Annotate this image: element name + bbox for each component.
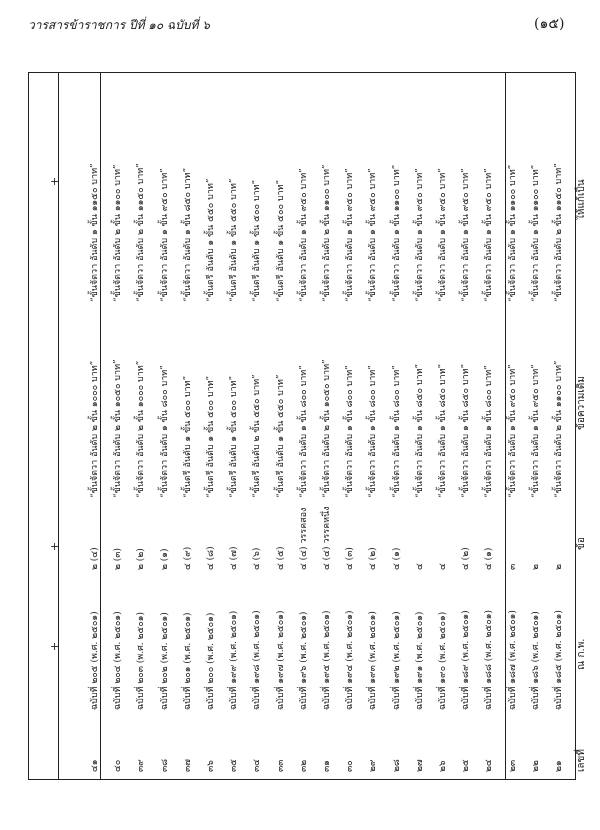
original-text-cell: “ขั้นจัตวา อันดับ ๑ ขั้น ๙๕๐ บาท” — [507, 364, 518, 498]
clause-cell: ๔ (๒) — [461, 547, 472, 570]
issue-cell: ฉบับที่ ๒๐๐ (พ.ศ. ๒๕๐๑) — [206, 612, 216, 710]
clause-cell: ๔ (๒) — [368, 547, 379, 570]
table-row — [107, 72, 130, 780]
row-number: ๓๖ — [206, 760, 216, 772]
corrected-text-cell: “ขั้นจัตวา อันดับ ๑ ขั้น ๑๑๐๐ บาท” — [391, 164, 402, 302]
row-number: ๒๖ — [438, 760, 448, 772]
clause-cell: ๔ (๗) — [229, 546, 240, 570]
row-number: ๔๐ — [113, 759, 124, 772]
clause-cell: ๔ (๔) วรรคหนึ่ง — [322, 506, 332, 570]
table-row — [432, 72, 455, 780]
issue-cell: ฉบับที่ ๑๙๐ (พ.ศ. ๒๕๐๑) — [438, 611, 448, 710]
table-row — [362, 72, 385, 780]
original-text-cell: “ขั้นตรี อันดับ ๑ ขั้น ๕๕๐ บาท” — [275, 374, 286, 498]
table-row — [548, 72, 571, 780]
corrected-text-cell: “ขั้นจัตวา อันดับ ๑ ขั้น ๑๑๕๐ บาท” — [90, 163, 100, 302]
issue-cell: ฉบับที่ ๑๙๔ (พ.ศ. ๒๕๐๑) — [345, 610, 356, 710]
table-row — [455, 72, 478, 780]
clause-cell: ๒ — [554, 564, 564, 570]
table-row — [270, 72, 293, 780]
row-number: ๓๔ — [252, 759, 263, 772]
original-text-cell: “ขั้นจัตวา อันดับ ๑ ขั้น ๘๐๐ บาท” — [484, 365, 495, 498]
clause-cell: ๓ — [507, 563, 518, 570]
table-row — [478, 72, 501, 780]
corrected-text-cell: “ขั้นจัตวา อันดับ ๑ ขั้น ๙๕๐ บาท” — [438, 168, 448, 302]
issue-cell: ฉบับที่ ๑๙๓ (พ.ศ. ๒๕๐๑) — [368, 611, 379, 710]
header-clause: ข้อ — [576, 537, 587, 550]
corrected-text-cell: “ขั้นตรี อันดับ ๑ ขั้น ๕๐๐ บาท” — [252, 179, 263, 302]
original-text-cell: “ขั้นจัตวา อันดับ ๑ ขั้น ๘๐๐ บาท” — [159, 365, 170, 498]
column-marker: + — [50, 640, 60, 653]
original-text-cell: “ขั้นจัตวา อันดับ ๑ ขั้น ๘๐๐ บาท” — [298, 365, 309, 498]
issue-cell: ฉบับที่ ๑๘๘ (พ.ศ. ๒๕๐๑) — [484, 609, 495, 710]
original-text-cell: “ขั้นตรี อันดับ ๑ ขั้น ๕๐๐ บาท” — [182, 375, 193, 498]
clause-cell: ๒ (๓) — [113, 548, 124, 570]
clause-cell: ๒ (๔) — [90, 547, 100, 570]
original-text-cell: “ขั้นจัตวา อันดับ ๒ ขั้น ๑๑๐๐ บาท” — [554, 360, 564, 498]
clause-cell: ๔ (๙) — [182, 546, 193, 570]
clause-cell: ๔ (๑) — [391, 547, 402, 570]
clause-cell: ๔ — [438, 563, 448, 570]
corrected-text-cell: “ขั้นตรี อันดับ ๑ ขั้น ๕๕๐ บาท” — [206, 178, 216, 302]
issue-cell: ฉบับที่ ๒๐๓ (พ.ศ. ๒๕๐๑) — [136, 612, 147, 710]
corrected-text-cell: “ขั้นจัตวา อันดับ ๑ ขั้น ๑๑๐๐ บาท” — [530, 164, 541, 302]
header-issue: ณ ก.พ. — [576, 638, 587, 670]
row-number: ๒๙ — [368, 759, 379, 772]
original-text-cell: “ขั้นจัตวา อันดับ ๑ ขั้น ๘๕๐ บาท” — [414, 363, 425, 498]
original-text-cell: “ขั้นจัตวา อันดับ ๒ ขั้น ๑๐๕๐ บาท” — [322, 359, 332, 498]
issue-cell: ฉบับที่ ๑๙๕ (พ.ศ. ๒๕๐๑) — [322, 610, 332, 710]
table-row — [386, 72, 409, 780]
header-original-text: ข้อความเดิม — [576, 376, 587, 430]
page-number: (๑๕) — [534, 16, 565, 32]
header-title: วารสารข้าราชการ ปีที่ ๑๐ ฉบับที่ ๖ — [28, 18, 210, 32]
issue-cell: ฉบับที่ ๑๙๖ (พ.ศ. ๒๕๐๑) — [298, 611, 309, 710]
corrected-text-cell: “ขั้นจัตวา อันดับ ๑ ขั้น ๑๑๐๐ บาท” — [507, 164, 518, 302]
corrected-text-cell: “ขั้นจัตวา อันดับ ๑ ขั้น ๙๕๐ บาท” — [298, 168, 309, 302]
table-row — [339, 72, 362, 780]
table-row — [223, 72, 246, 780]
table-row — [130, 72, 153, 780]
issue-cell: ฉบับที่ ๑๙๑ (พ.ศ. ๒๕๐๑) — [414, 611, 425, 710]
issue-cell: ฉบับที่ ๑๘๖ (พ.ศ. ๒๕๐๑) — [530, 611, 541, 710]
table-row — [525, 72, 548, 780]
issue-cell: ฉบับที่ ๑๘๗ (พ.ศ. ๒๕๐๑) — [507, 610, 518, 710]
corrected-text-cell: “ขั้นจัตวา อันดับ ๑ ขั้น ๘๕๐ บาท” — [182, 167, 193, 302]
header-number: เลขที่ — [576, 749, 587, 772]
row-number: ๓๕ — [229, 759, 240, 772]
original-text-cell: “ขั้นจัตวา อันดับ ๑ ขั้น ๘๐๐ บาท” — [391, 365, 402, 498]
original-text-cell: “ขั้นจัตวา อันดับ ๒ ขั้น ๑๐๕๐ บาท” — [113, 359, 124, 498]
issue-cell: ฉบับที่ ๒๐๒ (พ.ศ. ๒๕๐๑) — [159, 612, 170, 710]
clause-cell: ๒ (๒) — [136, 548, 147, 570]
table-row — [177, 72, 200, 780]
original-text-cell: “ขั้นจัตวา อันดับ ๑ ขั้น ๘๐๐ บาท” — [368, 365, 379, 498]
column-marker: + — [50, 540, 60, 553]
issue-cell: ฉบับที่ ๒๐๕ (พ.ศ. ๒๕๐๑) — [90, 611, 100, 710]
row-number: ๒๔ — [484, 759, 495, 772]
original-text-cell: “ขั้นตรี อันดับ ๒ ขั้น ๕๕๐ บาท” — [252, 374, 263, 498]
issue-cell: ฉบับที่ ๒๐๔ (พ.ศ. ๒๕๐๑) — [113, 611, 124, 710]
corrected-text-cell: “ขั้นตรี อันดับ ๑ ขั้น ๕๕๐ บาท” — [229, 178, 240, 302]
row-number: ๒๕ — [461, 759, 472, 772]
table-row — [200, 72, 223, 780]
issue-cell: ฉบับที่ ๒๐๑ (พ.ศ. ๒๕๐๑) — [182, 612, 193, 710]
table-row — [293, 72, 316, 780]
rotated-table-body — [48, 72, 596, 780]
original-text-cell: “ขั้นจัตวา อันดับ ๒ ขั้น ๑๐๐๐ บาท” — [90, 360, 100, 498]
row-number: ๓๗ — [182, 759, 193, 772]
row-number: ๓๙ — [136, 759, 147, 772]
clause-cell: ๔ (๓) — [345, 547, 356, 570]
column-marker: + — [50, 175, 60, 188]
clause-cell: ๒ — [530, 564, 541, 570]
row-number: ๓๓ — [275, 759, 286, 772]
table-row — [246, 72, 269, 780]
issue-cell: ฉบับที่ ๑๙๗ (พ.ศ. ๒๕๐๑) — [275, 610, 286, 710]
clause-cell: ๔ (๘) — [206, 546, 216, 570]
table-row — [502, 72, 525, 780]
clause-cell: ๔ (๔) วรรคสอง — [298, 507, 309, 570]
corrected-text-cell: “ขั้นจัตวา อันดับ ๒ ขั้น ๑๑๐๐ บาท” — [322, 164, 332, 302]
corrected-text-cell: “ขั้นจัตวา อันดับ ๒ ขั้น ๑๑๐๐ บาท” — [113, 164, 124, 302]
corrected-text-cell: “ขั้นจัตวา อันดับ ๑ ขั้น ๙๕๐ บาท” — [484, 168, 495, 302]
issue-cell: ฉบับที่ ๑๙๙ (พ.ศ. ๒๕๐๑) — [229, 610, 240, 710]
original-text-cell: “ขั้นตรี อันดับ ๑ ขั้น ๕๐๐ บาท” — [229, 375, 240, 498]
original-text-cell: “ขั้นจัตวา อันดับ ๑ ขั้น ๘๐๐ บาท” — [345, 365, 356, 498]
clause-cell: ๔ (๕) — [275, 546, 286, 570]
row-number: ๒๘ — [391, 759, 402, 772]
clause-cell: ๔ (๖) — [252, 547, 263, 570]
corrected-text-cell: “ขั้นจัตวา อันดับ ๒ ขั้น ๑๑๕๐ บาท” — [136, 163, 147, 302]
clause-cell: ๔ (๑) — [484, 547, 495, 570]
header-corrected-text: ให้แก้เป็น — [576, 179, 587, 220]
original-text-cell: “ขั้นตรี อันดับ ๑ ขั้น ๕๐๐ บาท” — [206, 375, 216, 498]
corrected-text-cell: “ขั้นจัตวา อันดับ ๑ ขั้น ๙๕๐ บาท” — [414, 168, 425, 302]
table-row — [154, 72, 177, 780]
corrected-text-cell: “ขั้นจัตวา อันดับ ๑ ขั้น ๙๕๐ บาท” — [368, 168, 379, 302]
original-text-cell: “ขั้นจัตวา อันดับ ๑ ขั้น ๘๕๐ บาท” — [461, 363, 472, 498]
original-text-cell: “ขั้นจัตวา อันดับ ๑ ขั้น ๘๕๐ บาท” — [438, 363, 448, 498]
corrected-text-cell: “ขั้นจัตวา อันดับ ๑ ขั้น ๙๕๐ บาท” — [345, 168, 356, 302]
corrected-text-cell: “ขั้นจัตวา อันดับ ๑ ขั้น ๙๕๐ บาท” — [461, 168, 472, 302]
table-row — [316, 72, 339, 780]
row-number: ๒๑ — [554, 760, 564, 772]
issue-cell: ฉบับที่ ๑๘๕ (พ.ศ. ๒๕๐๑) — [554, 610, 564, 710]
issue-cell: ฉบับที่ ๑๙๘ (พ.ศ. ๒๕๐๑) — [252, 610, 263, 710]
corrected-text-cell: “ขั้นตรี อันดับ ๑ ขั้น ๕๐๐ บาท” — [275, 179, 286, 302]
row-number: ๒๓ — [507, 759, 518, 772]
row-number: ๒๗ — [414, 759, 425, 772]
original-text-cell: “ขั้นจัตวา อันดับ ๒ ขั้น ๑๐๐๐ บาท” — [136, 360, 147, 498]
row-number: ๔๑ — [90, 759, 100, 772]
table-row — [409, 72, 432, 780]
original-text-cell: “ขั้นจัตวา อันดับ ๑ ขั้น ๙๕๐ บาท” — [530, 364, 541, 498]
row-number: ๓๐ — [345, 760, 356, 772]
clause-cell: ๒ (๑) — [159, 548, 170, 570]
row-number: ๓๘ — [159, 758, 170, 772]
issue-cell: ฉบับที่ ๑๙๒ (พ.ศ. ๒๕๐๑) — [391, 611, 402, 710]
corrected-text-cell: “ขั้นจัตวา อันดับ ๒ ขั้น ๑๑๕๐ บาท” — [554, 163, 564, 302]
issue-cell: ฉบับที่ ๑๘๙ (พ.ศ. ๒๕๐๑) — [461, 610, 472, 710]
table-row — [84, 72, 107, 780]
row-number: ๒๒ — [530, 760, 541, 772]
corrected-text-cell: “ขั้นจัตวา อันดับ ๑ ขั้น ๙๕๐ บาท” — [159, 168, 170, 302]
row-number: ๓๒ — [298, 759, 309, 772]
clause-cell: ๔ — [414, 563, 425, 570]
row-number: ๓๑ — [322, 760, 332, 772]
